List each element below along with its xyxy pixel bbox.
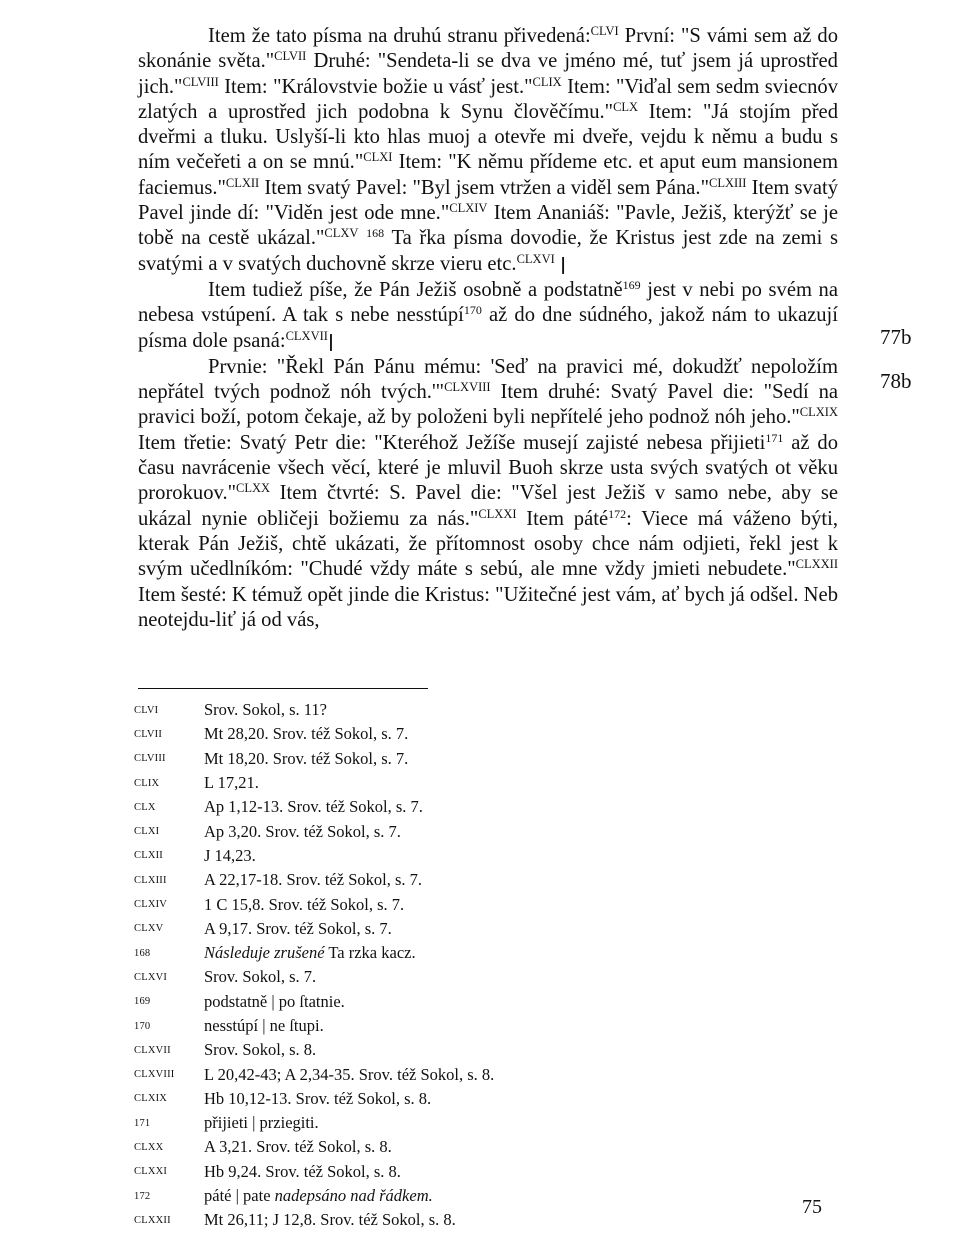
text-span: První: "S vámi sem až do skonánie světa." [138, 25, 838, 73]
footnote-text: 1 C 15,8. Srov. též Sokol, s. 7. [204, 894, 405, 914]
text-span: Item Ananiáš: "Pavle, Ježiš, kterýžť se je tobě na cestě ukázal." [138, 202, 838, 250]
page-number: 75 [802, 1196, 822, 1218]
footnote-item [134, 868, 834, 892]
text-span: : Viece má váženo býti, kterak Pán Ježiš, chtě ukázati, že přítomnost osoby chce nám odjieti, řekl jest k svým učedlníkóm: "Chudé vždy máte s sebú, ale mne vždy jmieti nebudete." [138, 507, 838, 581]
footnote-roman: Ta rzka kacz. [324, 943, 416, 963]
note-ref: CLXII [225, 175, 260, 190]
footnote-mark: CLXVIII [134, 1069, 175, 1081]
footnote-item [134, 795, 834, 819]
footnote-mark: 170 [134, 1020, 151, 1032]
folio-break-mark: | [559, 254, 567, 275]
text-span: Item: "Já stojím před dveřmi a tluku. Uslyší-li kto hlas muoj a otevře mi dveře, vejdu k němu a budu s ním večeřeti a on se mnú." [138, 100, 838, 174]
paragraph-2 [138, 278, 838, 355]
text-span: až do času navrácenie všech věcí, které je mluvil Buoh skrze usta svých svatých ot věku prorokuov." [138, 431, 839, 505]
footnote-item [134, 1135, 834, 1159]
text-span: Item: "Viďal sem sedm sviecnóv zlatých a uprostřed jich podobna k Synu člověčímu." [138, 75, 838, 123]
folio-break-mark: | [327, 331, 335, 352]
footnote-italic: Následuje zrušené [204, 943, 325, 963]
note-ref: CLXIII [708, 175, 747, 190]
footnote-roman: páté | pate [204, 1186, 275, 1206]
text-span: až do dne súdného, jakož nám to ukazují písma dole psaná: [138, 304, 838, 352]
note-ref: CLXXII [795, 557, 838, 572]
footnote-text: J 14,23. [204, 845, 256, 865]
footnote-mark: 172 [134, 1190, 151, 1202]
footnote-text: Srov. Sokol, s. 11? [204, 700, 327, 720]
text-span: Item druhé: Svatý Pavel die: "Sedí na pravici boží, potom čekaje, až by položeni byli nepřítelé jeho podnož nóh jeho." [138, 381, 839, 429]
footnote-mark: CLXI [134, 826, 160, 838]
footnote-mark: 168 [134, 947, 151, 959]
footnote-mark: CLXXII [134, 1214, 171, 1226]
footnote-mark: CLXIX [134, 1093, 168, 1105]
footnote-mark: CLXVII [134, 1044, 171, 1056]
margin-folio-ref: 78b [880, 369, 912, 393]
footnote-ref: 169 [622, 277, 641, 292]
note-ref: CLXXI [478, 506, 517, 521]
footnote-item [134, 1208, 834, 1232]
text-span: Item čtvrté: S. Pavel die: "Všel jest Ježiš v samo nebe, aby se ukázal nynie obličeji božiemu za nás." [138, 482, 838, 530]
footnote-item [134, 1038, 834, 1062]
footnote-text [204, 1186, 433, 1206]
footnote-text: Hb 10,12-13. Srov. též Sokol, s. 8. [204, 1088, 432, 1108]
footnote-text: Mt 28,20. Srov. též Sokol, s. 7. [204, 724, 409, 744]
footnote-mark: CLXX [134, 1141, 164, 1153]
footnote-ref: 172 [608, 506, 627, 521]
footnote-item [134, 1014, 834, 1038]
footnote-mark: CLXVI [134, 971, 168, 983]
footnote-text: A 9,17. Srov. též Sokol, s. 7. [204, 918, 392, 938]
note-ref: CLXIV [449, 201, 488, 216]
footnote-text: přijieti | prziegiti. [204, 1113, 319, 1133]
text-span: Druhé: "Sendeta-li se dva ve jméno mé, tuť jsem já uprostřed jich." [138, 50, 838, 98]
main-text [138, 24, 838, 633]
footnote-mark: CLXII [134, 850, 163, 862]
text-span: Ta řka písma dovodie, že Kristus jest zde na zemi s svatými a v svatých duchovně skrze vieru etc. [138, 227, 838, 275]
footnote-text: A 3,21. Srov. též Sokol, s. 8. [204, 1137, 392, 1157]
footnote-text: L 17,21. [204, 773, 259, 793]
footnote-item [134, 1087, 834, 1111]
footnote-text: L 20,42-43; A 2,34-35. Srov. též Sokol, s. 8. [204, 1064, 495, 1084]
note-ref: CLXI [363, 150, 393, 165]
footnote-mark: CLXIV [134, 899, 168, 911]
footnote-ref: 171 [765, 430, 784, 445]
footnote-mark: CLXV [134, 923, 164, 935]
footnote-item [134, 747, 834, 771]
footnote-item [134, 892, 834, 916]
footnote-item [134, 1062, 834, 1086]
text-span: jest v nebi po svém na nebesa vstúpení. A tak s nebe nesstúpí [138, 278, 838, 327]
footnote-text: podstatně | po ſtatnie. [204, 991, 345, 1011]
footnote-item [134, 722, 834, 746]
footnote-item [134, 844, 834, 868]
text-span: Item šesté: K témuž opět jinde die Kristus: "Užitečné jest vám, ať bych já odšel. Neb neotejdu-liť já od vás, [138, 583, 838, 631]
footnote-mark: CLVIII [134, 753, 166, 765]
text-span: Item: "Královstvie božie u vásť jest." [218, 75, 533, 98]
footnote-text [204, 943, 416, 963]
footnote-text: A 22,17-18. Srov. též Sokol, s. 7. [204, 870, 423, 890]
note-ref: CLXVII [285, 328, 328, 343]
text-span: Item že tato písma na druhú stranu přivedená: [208, 25, 591, 47]
footnote-italic: nadepsáno nad řádkem. [274, 1186, 433, 1206]
text-span: Prvnie: "Řekl Pán Pánu mému: 'Seď na pravici mé, dokudžť nepoložím nepřátel tvých podnož nóh tvých.'" [138, 355, 838, 404]
note-ref: CLVII [274, 49, 307, 64]
text-span: Item páté [516, 507, 609, 530]
footnote-item [134, 1184, 834, 1208]
note-ref: CLVI [590, 24, 619, 38]
footnote-mark: CLIX [134, 777, 160, 789]
note-ref: CLXX [236, 481, 271, 496]
note-ref: CLIX [532, 74, 562, 89]
footnote-mark: CLXIII [134, 874, 167, 886]
footnote-mark: CLVI [134, 704, 159, 716]
footnote-mark: CLXXI [134, 1166, 168, 1178]
footnote-text: Srov. Sokol, s. 7. [204, 967, 317, 987]
text-span: Item svatý Pavel jinde dí: "Viděn jest ode mne." [138, 176, 838, 225]
footnotes [134, 698, 834, 1233]
note-ref: CLXV [324, 226, 359, 241]
footnote-mark: 169 [134, 996, 151, 1008]
footnote-item [134, 771, 834, 795]
note-ref: CLXIX [799, 405, 838, 420]
footnote-text: Ap 3,20. Srov. též Sokol, s. 7. [204, 821, 401, 841]
footnote-item [134, 941, 834, 965]
footnote-text: Srov. Sokol, s. 8. [204, 1040, 317, 1060]
text-span: Item třetie: Svatý Petr die: "Kteréhož Ježíše musejí zajisté nebesa přijieti [138, 431, 766, 454]
paragraph-3 [138, 355, 838, 633]
footnote-item [134, 965, 834, 989]
paragraph-1 [138, 24, 838, 278]
note-ref: CLX [613, 99, 639, 114]
text-span: Item tudiež píše, že Pán Ježiš osobně a podstatně [208, 278, 623, 301]
footnote-item [134, 698, 834, 722]
footnote-mark: CLVII [134, 728, 163, 740]
footnote-item [134, 819, 834, 843]
footnote-item [134, 1160, 834, 1184]
footnote-text: Hb 9,24. Srov. též Sokol, s. 8. [204, 1161, 401, 1181]
footnote-ref: 170 [463, 303, 482, 318]
footnote-item [134, 1111, 834, 1135]
text-span: Item: "K němu přídeme etc. et aput eum mansionem faciemus." [138, 151, 838, 199]
footnote-mark: 171 [134, 1117, 151, 1129]
footnote-text: Ap 1,12-13. Srov. též Sokol, s. 7. [204, 797, 423, 817]
footnote-mark: CLX [134, 801, 156, 813]
note-ref: CLXVI [516, 251, 555, 266]
footnote-text: nesstúpí | ne ſtupi. [204, 1016, 324, 1035]
footnote-text: Mt 26,11; J 12,8. Srov. též Sokol, s. 8. [204, 1210, 456, 1230]
footnote-text: Mt 18,20. Srov. též Sokol, s. 7. [204, 748, 409, 768]
text-span: Item svatý Pavel: "Byl jsem vtržen a viděl sem Pána." [259, 176, 709, 199]
footnote-ref: 168 [366, 226, 385, 241]
margin-folio-ref: 77b [880, 325, 912, 349]
footnote-item [134, 990, 834, 1014]
note-ref: CLXVIII [444, 380, 491, 395]
footnote-item [134, 917, 834, 941]
footnote-divider [138, 688, 428, 689]
note-ref: CLVIII [182, 74, 219, 89]
